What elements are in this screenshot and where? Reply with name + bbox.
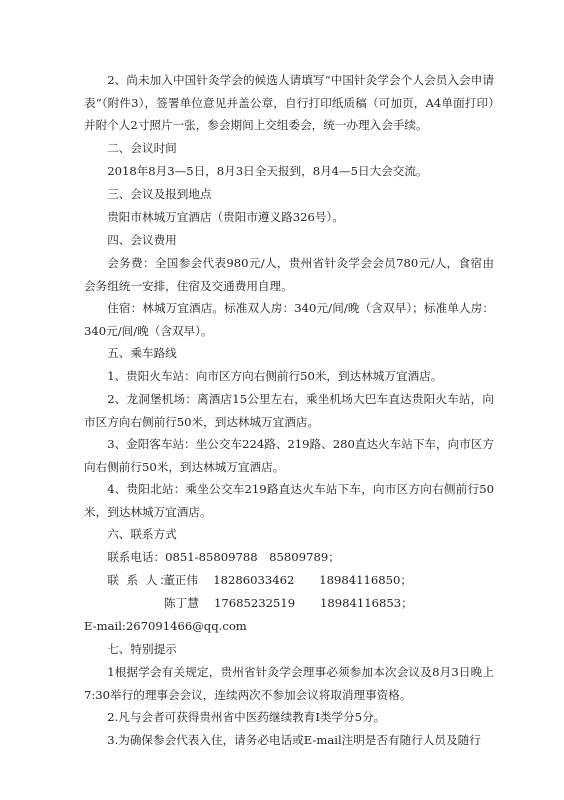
section-heading-tips: 七、特别提示 bbox=[107, 642, 177, 656]
contact-email: E-mail:267091466@qq.com bbox=[84, 619, 247, 633]
section-heading-time: 二、会议时间 bbox=[107, 141, 177, 155]
contact-phone-number: 18984116853； bbox=[320, 596, 413, 610]
contact-name: 董正伟 bbox=[163, 573, 198, 587]
contact-person-2 bbox=[84, 592, 564, 615]
fee-paragraph: 会务费：全国参会代表980元/人，贵州省针灸学会会员780元/人，食宿由会务组统一安排，住宿及交通费用自理。 bbox=[84, 256, 494, 293]
route-item-3: 3、金阳客车站：坐公交车224路、219路、280直达火车站下车，向市区方向右侧前行50米，到达林城万宜酒店。 bbox=[84, 437, 494, 474]
contact-phone-number: 18984116850； bbox=[319, 573, 412, 587]
registration-paragraph: 2、尚未加入中国针灸学会的候选人请填写“中国针灸学会个人会员入会申请表”（附件3），签署单位意见并盖公章，自行打印纸质稿（可加页，A4单面打印）并附个人2寸照片一张，参会期间上交组委会，统一办理入会手续。 bbox=[84, 73, 494, 133]
route-item-1: 1、贵阳火车站：向市区方向右侧前行50米，到达林城万宜酒店。 bbox=[107, 369, 443, 383]
route-item-2: 2、龙洞堡机场：离酒店15公里左右，乘坐机场大巴车直达贵阳火车站，向市区方向右侧前行50米，到达林城万宜酒店。 bbox=[84, 392, 494, 429]
tip-item-1: 1根据学会有关规定，贵州省针灸学会理事必须参加本次会议及8月3日晚上7:30举行的理事会会议，连续两次不参加会议将取消理事资格。 bbox=[84, 665, 494, 702]
contact-phone: 联系电话：0851-85809788 85809789； bbox=[107, 550, 340, 564]
route-item-4: 4、贵阳北站：乘坐公交车219路直达火车站下车，向市区方向右侧前行50米，到达林城万宜酒店。 bbox=[84, 482, 494, 519]
venue-text: 贵阳市林城万宜酒店（贵阳市遵义路326号）。 bbox=[107, 210, 344, 224]
tip-item-3: 3.为确保参会代表入住，请务必电话或E-mail注明是否有随行人员及随行 bbox=[107, 733, 481, 747]
lodging-paragraph: 住宿：林城万宜酒店。标准双人房：340元/间/晚（含双早）；标准单人房：340元/间/晚（含双早）。 bbox=[84, 301, 494, 338]
tip-item-2: 2.凡与会者可获得贵州省中医药继续教育Ⅰ类学分5分。 bbox=[107, 710, 386, 724]
section-heading-venue: 三、会议及报到地点 bbox=[107, 187, 212, 201]
contact-phone-number: 17685232519 bbox=[214, 596, 296, 610]
contact-phone-number: 18286033462 bbox=[213, 573, 295, 587]
contact-label: 联 系 人： bbox=[107, 573, 173, 587]
section-heading-fees: 四、会议费用 bbox=[107, 233, 177, 247]
contact-person-1 bbox=[84, 569, 517, 592]
contact-name: 陈丁慧 bbox=[164, 596, 199, 610]
section-heading-contact: 六、联系方式 bbox=[107, 527, 177, 541]
section-heading-routes: 五、乘车路线 bbox=[107, 346, 177, 360]
meeting-time-text: 2018年8月3—5日，8月3日全天报到，8月4—5日大会交流。 bbox=[107, 164, 428, 178]
